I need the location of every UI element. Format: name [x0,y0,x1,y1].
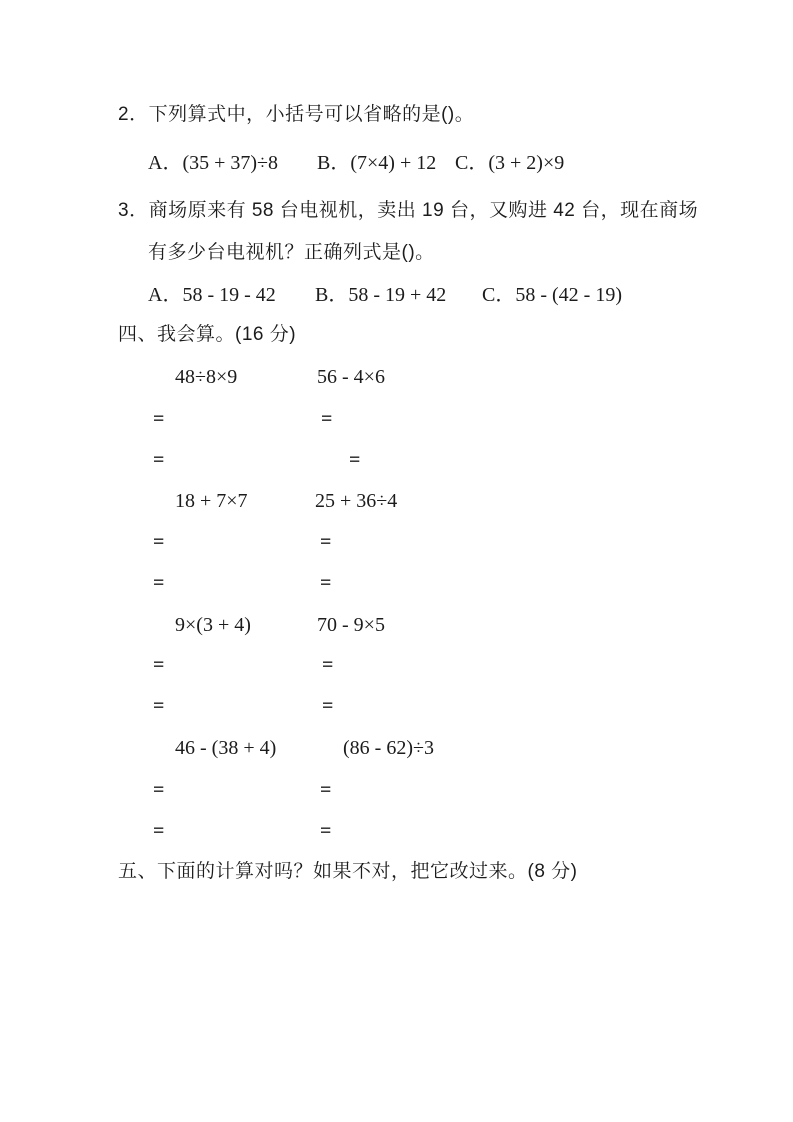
equals-sign: = [320,572,332,594]
expression-right: (86 - 62)÷3 [343,737,434,759]
expression-right: 56 - 4×6 [317,366,385,388]
question-2-option-b: B．(7×4) + 12 [317,152,437,174]
equals-sign: = [153,654,165,676]
expression-left: 18 + 7×7 [175,490,248,512]
equals-sign: = [153,695,165,717]
expression-left: 46 - (38 + 4) [175,737,277,759]
expression-right: 25 + 36÷4 [315,490,398,512]
equals-sign: = [349,449,361,471]
equals-sign: = [153,449,165,471]
question-3-option-b: B．58 - 19 + 42 [315,284,447,306]
equals-sign: = [320,779,332,801]
equals-sign: = [153,820,165,842]
section-5-heading: 五、下面的计算对吗？如果不对，把它改过来。(8 分) [118,861,578,882]
equals-sign: = [153,531,165,553]
section-4-heading: 四、我会算。(16 分) [118,324,297,345]
question-3-stem-line2: 有多少台电视机？正确列式是()。 [148,242,435,263]
equals-sign: = [321,408,333,430]
question-2-option-a: A．(35 + 37)÷8 [148,152,279,174]
expression-left: 9×(3 + 4) [175,614,251,636]
question-3-option-a: A．58 - 19 - 42 [148,284,276,306]
equals-sign: = [322,654,334,676]
question-3-stem-line1: 3．商场原来有 58 台电视机，卖出 19 台，又购进 42 台，现在商场 [118,200,699,221]
equals-sign: = [153,572,165,594]
question-2-option-c: C．(3 + 2)×9 [455,152,565,174]
expression-right: 70 - 9×5 [317,614,385,636]
equals-sign: = [153,408,165,430]
equals-sign: = [322,695,334,717]
equals-sign: = [153,779,165,801]
question-3-option-c: C．58 - (42 - 19) [482,284,622,306]
equals-sign: = [320,531,332,553]
equals-sign: = [320,820,332,842]
section4-equals-row [0,818,332,922]
question-2-stem: 2．下列算式中，小括号可以省略的是()。 [118,104,475,125]
expression-left: 48÷8×9 [175,366,238,388]
